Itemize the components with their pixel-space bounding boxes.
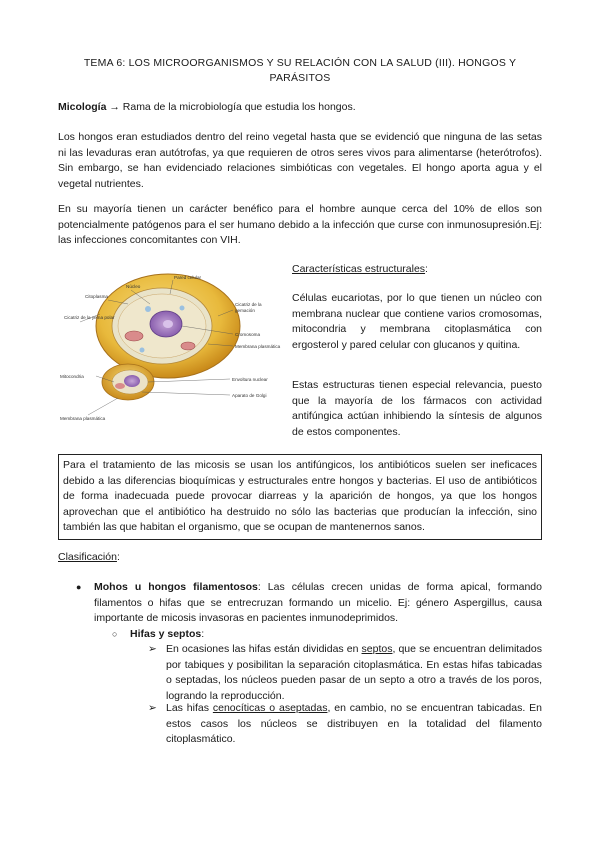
label-chromosome: Cromosoma (235, 332, 261, 337)
bullet-dot-icon: ● (76, 582, 82, 592)
structural-heading (292, 262, 542, 278)
label-cytoplasm: Citoplasma (85, 294, 108, 299)
mohos-colon: : (257, 581, 261, 593)
structural-paragraph-1: Células eucariotas, por lo que tienen un núcleo con membrana nuclear que contiene varios cromosomas, mitocondria y membrana citoplasmática con ergosterol y pared celular con glucanos y quitina. (292, 292, 542, 351)
label-mitochondrion: Mitocondria (60, 374, 84, 379)
cenociticas-text-post: , en cambio, no se encuentran tabicadas. En estos casos los núcleos se distribuyen en la totalidad del filamento citoplasmático. (166, 702, 542, 745)
label-cell-wall: Pared celular (174, 275, 202, 280)
septos-text-post: , que se encuentran delimitados por tabiques y posibilitan la separación citoplasmática. En estas hifas tabicadas o septadas, los núcleos pueden pasar de un septo a otro a través de los poros, logrando la reproducción. (166, 643, 542, 702)
septos-text-pre: En ocasiones las hifas están divididas en (166, 643, 362, 655)
paragraph-pathogens: En su mayoría tienen un carácter benéfico para el hombre aunque cerca del 10% de ellos son potencialmente patógenos para el ser humano debido a la infección que curse con inmunosupresión.Ej: las infecciones concomitantes con VIH. (58, 203, 542, 246)
label-nucleus: Núcleo (126, 284, 141, 289)
mitochondrion-shape (125, 331, 143, 341)
label-plasma-membrane: Membrana plasmática (235, 344, 281, 349)
label-budding-scar-2: gemación (235, 308, 255, 313)
arrow-symbol: → (109, 101, 120, 113)
structural-heading-text: Características estructurales (292, 263, 426, 275)
label-budding-scar-1: Cicatriz de la (235, 302, 262, 307)
classification-heading-text: Clasificación (58, 551, 117, 563)
structural-paragraph-2: Estas estructuras tienen especial relevancia, puesto que la mayoría de los fármacos con actividad antifúngica actúan inhibiendo la síntesis de algunos de estos componentes. (292, 379, 542, 438)
structural-heading-suffix: : (425, 263, 428, 275)
hifas-colon: : (201, 628, 205, 640)
septos-term: septos (361, 643, 393, 655)
septos-list-item (166, 642, 542, 704)
micologia-term: Micología (58, 101, 107, 113)
label-polar-bud-scar: Cicatriz de la yema polar (64, 315, 115, 320)
page-title: TEMA 6: LOS MICROORGANISMOS Y SU RELACIÓN CON LA SALUD (III). HONGOS Y PARÁSITOS (83, 57, 517, 84)
arrow-bullet-icon: ➢ (148, 702, 157, 714)
hifas-term: Hifas y septos (130, 628, 202, 640)
arrow-bullet-icon: ➢ (148, 643, 157, 655)
classification-heading (58, 550, 542, 566)
cenociticas-list-item (166, 701, 542, 748)
label-nuclear-envelope: Envoltura nuclear (232, 377, 268, 382)
micologia-definition (58, 100, 542, 116)
label-plasma-membrane-2: Membrana plasmática (60, 416, 106, 421)
micologia-text: Rama de la microbiología que estudia los hongos. (122, 101, 356, 113)
antifungal-note-box: Para el tratamiento de las micosis se usan los antifúngicos, los antibióticos suelen ser ineficaces debido a las diferencias bioquímicas y estructurales entre hongos y bacterias. El uso de antibióticos de forma inadecuada puede provocar diarreas y la aparición de hongos, ya que los hongos aprovechan que el antibiótico ha destruido no sólo las bacterias que producían la infección, sino también las que habitan el organismo, que se ocupan de mantenernos sanos. (58, 454, 542, 540)
yeast-cell-figure (58, 264, 290, 426)
paragraph-history: Los hongos eran estudiados dentro del reino vegetal hasta que se evidenció que ninguna de las setas ni las levaduras eran autótrofas, ya que requieren de otros seres vivos para alimentarse (heterótrofos). Sin embargo, se han evidenciado relaciones simbióticas con vegetales. El hongo aporta agua y el vegetal nutrientes. (58, 131, 542, 190)
cenociticas-term: cenocíticas o aseptadas (212, 702, 328, 714)
mohos-term: Mohos u hongos filamentosos (94, 581, 258, 593)
label-golgi: Aparato de Golgi (232, 393, 267, 398)
mohos-text: Las células crecen unidas de forma apical, formando filamentos o hifas que se entrecruzan formando un micelio. Ej: género Aspergillus, causa importante de micosis invasoras en pacientes inmunodeprimidos. (94, 581, 542, 624)
yeast-cell-illustration (58, 264, 290, 426)
hifas-heading (130, 627, 530, 643)
mohos-list-item (94, 580, 542, 627)
bullet-circle-icon: ○ (112, 629, 118, 639)
classification-heading-colon: : (116, 551, 120, 563)
cenociticas-text-pre: Las hifas (166, 702, 213, 714)
